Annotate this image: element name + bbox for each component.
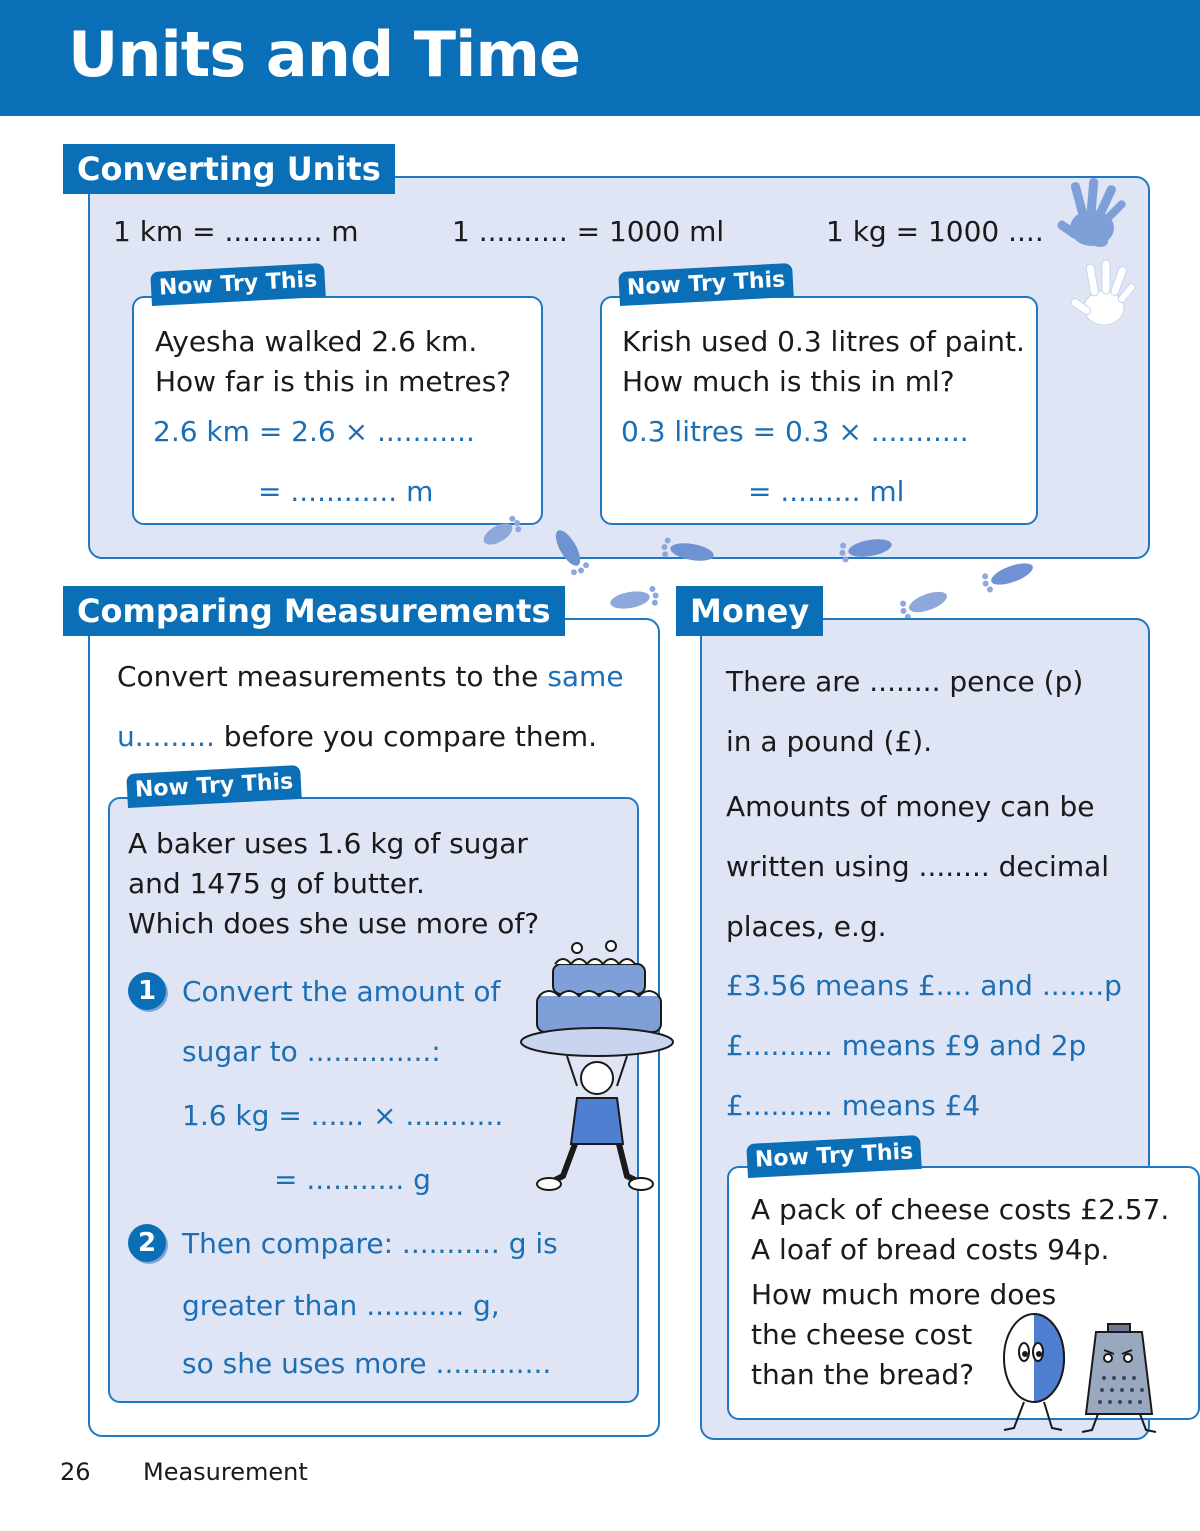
ayesha-working-line1: 2.6 km = 2.6 × ...........: [153, 415, 475, 448]
step2-line2: greater than ........... g,: [182, 1289, 500, 1322]
page-title: Units and Time: [68, 18, 581, 91]
ayesha-question-line2: How far is this in metres?: [155, 365, 512, 398]
fact-litre-to-ml: 1 .......... = 1000 ml: [452, 215, 725, 248]
krish-question-line2: How much is this in ml?: [622, 365, 955, 398]
converting-units-heading: Converting Units: [63, 144, 395, 194]
cheese-question-line2: A loaf of bread costs 94p.: [751, 1233, 1110, 1266]
krish-working-line2: = ......... ml: [748, 475, 905, 508]
cheese-question-line3: How much more does: [751, 1278, 1057, 1311]
comparing-intro-text: Convert measurements to the: [117, 660, 548, 693]
comparing-intro-keyword: same: [547, 660, 624, 693]
comparing-intro-line2: [117, 717, 597, 757]
comparing-intro-rest: before you compare them.: [214, 720, 598, 753]
fact-kg-to-g: 1 kg = 1000 ....: [826, 215, 1044, 248]
money-line1: There are ........ pence (p): [726, 665, 1084, 698]
money-line3: Amounts of money can be: [726, 790, 1095, 823]
money-line2: in a pound (£).: [726, 725, 933, 758]
page-header: [0, 0, 1200, 116]
now-try-this-label: Now Try This: [746, 1135, 922, 1178]
money-example-3: £.......... means £4: [726, 1089, 981, 1122]
cake-baker-illustration: [515, 938, 680, 1196]
step1-line4: = ........... g: [274, 1163, 431, 1196]
footer-section-label: Measurement: [143, 1458, 308, 1486]
baker-question-line3: Which does she use more of?: [128, 907, 540, 940]
now-try-this-label: Now Try This: [150, 263, 326, 306]
money-heading: Money: [676, 586, 823, 636]
money-line4: written using ........ decimal: [726, 850, 1110, 883]
comparing-intro-blank: u.........: [117, 720, 215, 753]
comparing-measurements-heading: Comparing Measurements: [63, 586, 565, 636]
fact-km-to-m: 1 km = ........... m: [113, 215, 359, 248]
now-try-this-label: Now Try This: [126, 765, 302, 808]
money-line5: places, e.g.: [726, 910, 887, 943]
money-example-1: £3.56 means £.... and .......p: [726, 969, 1122, 1002]
handprint-icon: [1052, 178, 1136, 338]
step-1-badge: 1: [128, 972, 166, 1010]
now-try-this-label: Now Try This: [618, 263, 794, 306]
step1-line3: 1.6 kg = ...... × ...........: [182, 1099, 504, 1132]
ayesha-question-line1: Ayesha walked 2.6 km.: [155, 325, 478, 358]
step-2-badge: 2: [128, 1224, 166, 1262]
krish-question-line1: Krish used 0.3 litres of paint.: [622, 325, 1025, 358]
step1-line2: sugar to ..............:: [182, 1035, 441, 1068]
krish-working-line1: 0.3 litres = 0.3 × ...........: [621, 415, 969, 448]
baker-question-line1: A baker uses 1.6 kg of sugar: [128, 827, 528, 860]
cheese-question-line1: A pack of cheese costs £2.57.: [751, 1193, 1170, 1226]
page-number: 26: [60, 1458, 91, 1486]
step2-line1: Then compare: ........... g is: [182, 1227, 558, 1260]
cheese-question-line5: than the bread?: [751, 1358, 975, 1391]
step2-line3: so she uses more .............: [182, 1347, 552, 1380]
comparing-intro-line1: [117, 657, 624, 697]
cheese-grater-illustration: [992, 1306, 1160, 1436]
step1-line1: Convert the amount of: [182, 975, 501, 1008]
money-example-2: £.......... means £9 and 2p: [726, 1029, 1087, 1062]
ayesha-working-line2: = ............ m: [258, 475, 434, 508]
cheese-question-line4: the cheese cost: [751, 1318, 973, 1351]
baker-question-line2: and 1475 g of butter.: [128, 867, 425, 900]
